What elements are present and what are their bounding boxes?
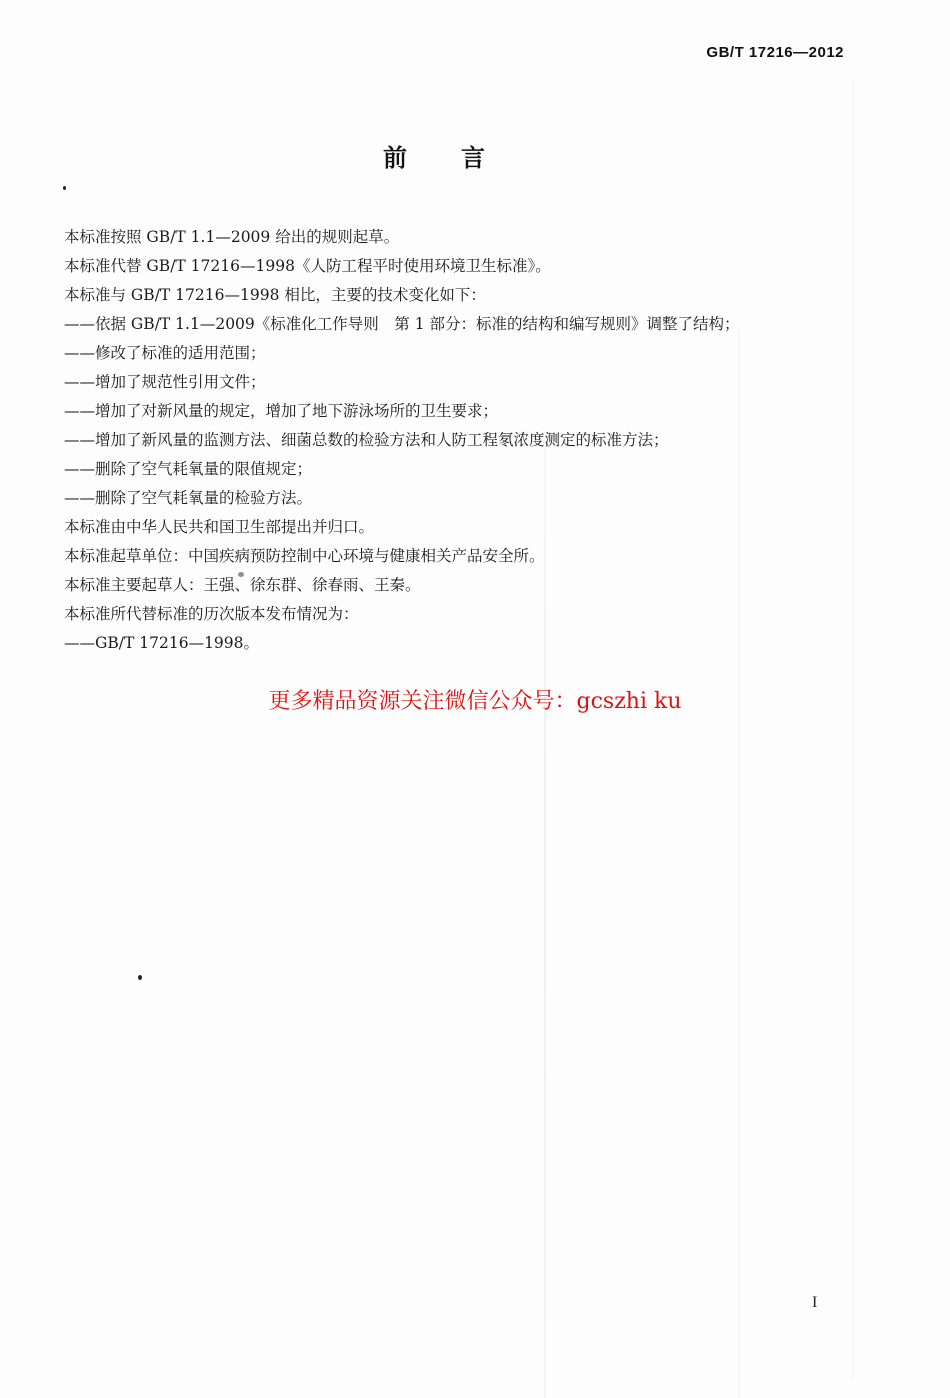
promo-banner: 更多精品资源关注微信公众号：gcszhi ku — [268, 689, 682, 714]
list-item: ——删除了空气耗氧量的限值规定； — [64, 460, 313, 478]
paragraph: 本标准按照 GB/T 1.1—2009 给出的规则起草。 — [64, 228, 400, 246]
list-item: ——增加了新风量的监测方法、细菌总数的检验方法和人防工程氡浓度测定的标准方法； — [64, 431, 669, 449]
page-number: I — [812, 1294, 818, 1311]
paragraph: 本标准主要起草人：王强、徐东群、徐春雨、王秦。 — [64, 576, 421, 594]
list-item: ——删除了空气耗氧量的检验方法。 — [64, 489, 313, 507]
list-item: ——GB/T 17216—1998。 — [64, 634, 260, 652]
list-item: ——增加了对新风量的规定，增加了地下游泳场所的卫生要求； — [64, 402, 499, 420]
page-title — [0, 138, 870, 173]
standard-code: GB/T 17216—2012 — [706, 44, 844, 61]
title-char-1: 前 — [383, 144, 409, 172]
scan-speck — [63, 186, 66, 190]
foreword-body — [64, 223, 864, 658]
list-item: ——增加了规范性引用文件； — [64, 373, 266, 391]
list-item: ——依据 GB/T 1.1—2009《标准化工作导则 第 1 部分：标准的结构和编写规则》调整了结构； — [64, 315, 740, 333]
paragraph: 本标准由中华人民共和国卫生部提出并归口。 — [64, 518, 375, 536]
paragraph: 本标准所代替标准的历次版本发布情况为： — [64, 605, 359, 623]
paragraph: 本标准代替 GB/T 17216—1998《人防工程平时使用环境卫生标准》。 — [64, 257, 551, 275]
paragraph: 本标准起草单位：中国疾病预防控制中心环境与健康相关产品安全所。 — [64, 547, 545, 565]
title-char-2: 言 — [461, 144, 487, 172]
scan-speck — [138, 975, 142, 980]
list-item: ——修改了标准的适用范围； — [64, 344, 266, 362]
paragraph: 本标准与 GB/T 17216—1998 相比，主要的技术变化如下： — [64, 286, 486, 304]
